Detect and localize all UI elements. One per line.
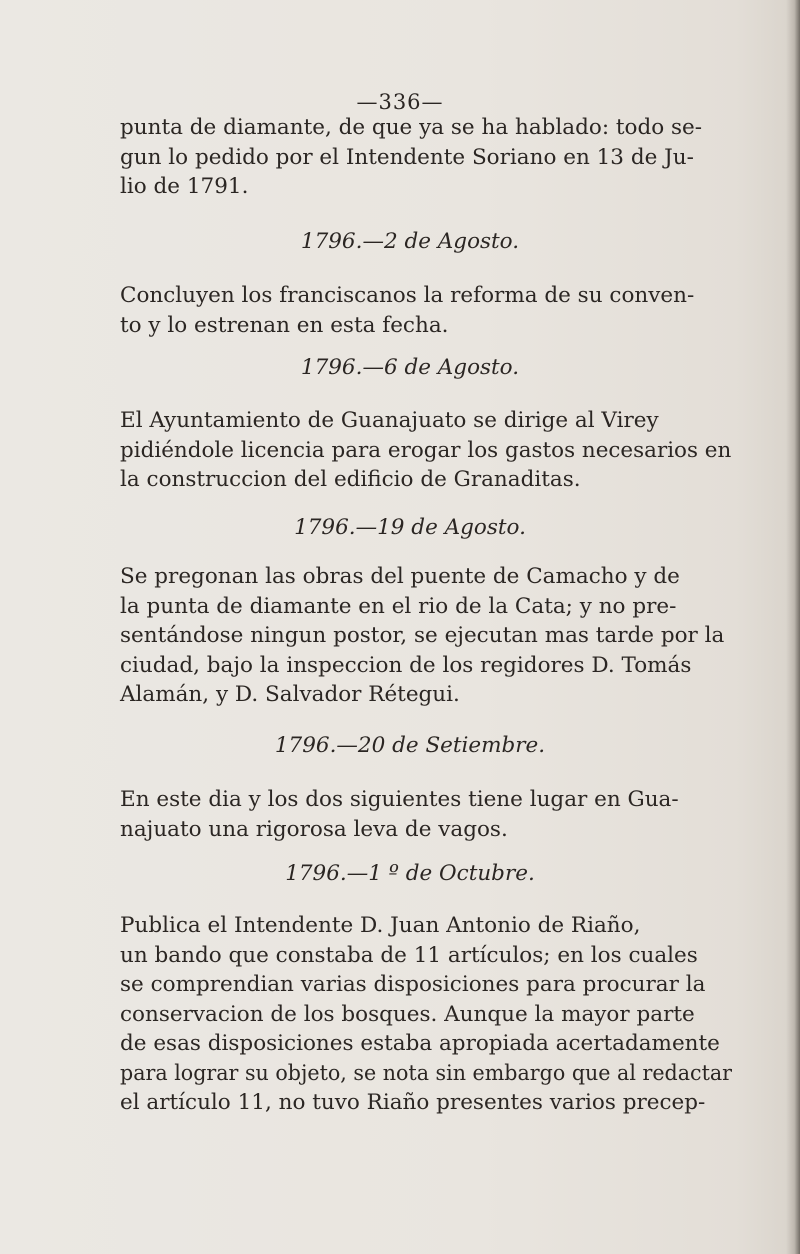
date-heading: 1796.—6 de Agosto. [300, 355, 520, 380]
text-line: ciudad, bajo la inspeccion de los regidores D. Tomás [120, 652, 692, 678]
text-line: pidiéndole licencia para erogar los gastos necesarios en [120, 437, 732, 463]
text-line: Publica el Intendente D. Juan Antonio de Riaño, [120, 913, 641, 938]
paragraph [120, 785, 732, 844]
paragraph [120, 281, 732, 340]
text-line: gun lo pedido por el Intendente Soriano en 13 de Ju- [120, 144, 694, 170]
paragraph [120, 406, 732, 495]
text-line: conservacion de los bosques. Aunque la mayor parte [120, 1001, 695, 1027]
text-line: para lograr su objeto, se nota sin embargo que al redactar [120, 1060, 733, 1086]
date-heading: 1796.—19 de Agosto. [294, 515, 526, 540]
text-line: punta de diamante, de que ya se ha hablado: todo se- [120, 115, 703, 140]
paragraph [120, 113, 732, 202]
date-heading: 1796.—20 de Setiembre. [274, 733, 546, 758]
text-line: Concluyen los franciscanos la reforma de su conven- [120, 283, 695, 308]
text-line: El Ayuntamiento de Guanajuato se dirige al Virey [120, 408, 659, 433]
date-heading: 1796.—2 de Agosto. [300, 229, 520, 254]
text-line: la construccion del edificio de Granaditas. [120, 467, 581, 492]
text-line: najuato una rigorosa leva de vagos. [120, 816, 508, 842]
paragraph [120, 911, 732, 1118]
text-line: se comprendian varias disposiciones para procurar la [120, 972, 706, 997]
text-line: el artículo 11, no tuvo Riaño presentes varios precep- [120, 1090, 706, 1115]
paragraph [120, 562, 732, 710]
page-number: —336— [356, 90, 444, 114]
text-line: de esas disposiciones estaba apropiada acertadamente [120, 1031, 720, 1056]
text-line: Se pregonan las obras del puente de Camacho y de [120, 564, 680, 589]
date-heading: 1796.—1 º de Octubre. [285, 861, 535, 886]
text-line: sentándose ningun postor, se ejecutan mas tarde por la [120, 623, 725, 648]
page-edge-shadow [786, 0, 800, 1254]
text-line: to y lo estrenan en esta fecha. [120, 312, 449, 338]
text-line: Alamán, y D. Salvador Rétegui. [120, 682, 460, 707]
text-line: la punta de diamante en el rio de la Cata; y no pre- [120, 593, 677, 619]
text-line: un bando que constaba de 11 artículos; en los cuales [120, 942, 698, 968]
text-line: En este dia y los dos siguientes tiene lugar en Gua- [120, 787, 679, 812]
text-line: lio de 1791. [120, 174, 249, 199]
